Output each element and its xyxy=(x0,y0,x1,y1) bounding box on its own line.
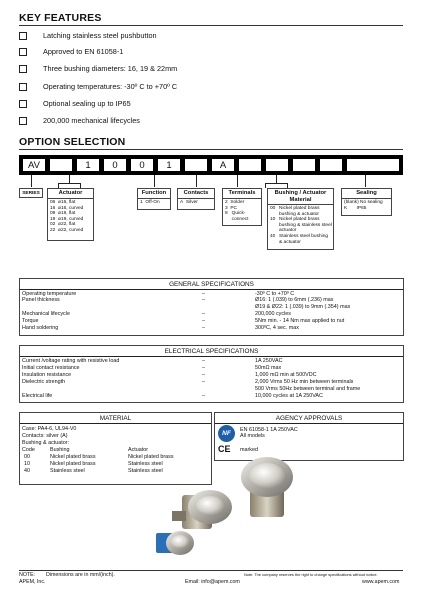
material-title: MATERIAL xyxy=(99,415,132,422)
feature-item: Latching stainless steel pushbutton xyxy=(19,31,157,40)
product-photo xyxy=(150,455,320,565)
code-cell-series: AV xyxy=(22,158,46,172)
checkbox-icon xyxy=(19,117,27,125)
feature-item: 200,000 mechanical lifecycles xyxy=(19,116,140,125)
code-cell: 0 xyxy=(130,158,154,172)
nf-logo: NF xyxy=(218,425,235,442)
footer-note-text: Dimensions are in mm/(inch). xyxy=(46,572,115,578)
checkbox-icon xyxy=(19,32,27,40)
switch-small-icon xyxy=(156,531,194,555)
footer-note-label: NOTE: xyxy=(19,572,36,578)
bushing-material-box: Bushing / Actuator Material 00 Nickel plated brass bushing & actuator 10 Nickel plated brass bushing & stainless steel actuator 40 Stainless steel bushing & actuator xyxy=(267,188,334,250)
code-cell: A xyxy=(211,158,235,172)
electrical-specifications-title: ELECTRICAL SPECIFICATIONS xyxy=(164,348,259,355)
key-features-title: KEY FEATURES xyxy=(19,12,102,24)
sealing-box: Sealing (blank) No sealing K IP65 xyxy=(341,188,392,216)
checkbox-icon xyxy=(19,65,27,73)
footer-email[interactable]: Email: info@apem.com xyxy=(185,579,240,585)
ce-logo: CE xyxy=(218,444,231,454)
footer-rule xyxy=(19,570,403,571)
code-cell xyxy=(238,158,262,172)
footer-note-right: Note: The company reserves the right to change specifications without notice. xyxy=(244,572,378,577)
feature-item: Optional sealing up to IP65 xyxy=(19,99,131,108)
terminals-box: Terminals 2 Solder 3 PC 8 Quick-connect xyxy=(222,188,262,226)
feature-item: Approved to EN 61058-1 xyxy=(19,47,123,56)
feature-item: Three bushing diameters: 16, 19 & 22mm xyxy=(19,64,177,73)
option-selection-title: OPTION SELECTION xyxy=(19,136,126,148)
checkbox-icon xyxy=(19,83,27,91)
code-cell: 1 xyxy=(157,158,181,172)
footer-company: APEM, Inc. xyxy=(19,579,46,585)
checkbox-icon xyxy=(19,48,27,56)
agency-approvals-title: AGENCY APPROVALS xyxy=(275,415,343,422)
function-box: Function 1 Off-On xyxy=(137,188,171,210)
code-cell xyxy=(49,158,73,172)
switch-medium-icon xyxy=(172,490,232,529)
actuator-box: Actuator 06 ø16, flat 16 ø16, curved 09 ø19, flat 19 ø19, curved 02 ø22, flat 22 ø22, curved xyxy=(47,188,94,241)
contacts-box: Contacts A Silver xyxy=(177,188,215,210)
code-cell: 0 xyxy=(103,158,127,172)
checkbox-icon xyxy=(19,100,27,108)
key-features-rule xyxy=(19,25,403,26)
general-specifications-title: GENERAL SPECIFICATIONS xyxy=(169,281,254,288)
code-cell xyxy=(292,158,316,172)
code-cell xyxy=(184,158,208,172)
feature-item: Operating temperatures: -30º C to +70º C xyxy=(19,82,177,91)
series-box: SERIES xyxy=(19,188,43,198)
switch-large-icon xyxy=(241,457,293,517)
option-selection-rule xyxy=(19,149,403,150)
code-cell xyxy=(346,158,400,172)
code-cell xyxy=(265,158,289,172)
code-cell xyxy=(319,158,343,172)
footer-website[interactable]: www.apem.com xyxy=(362,579,400,585)
code-cell: 1 xyxy=(76,158,100,172)
electrical-specifications-box xyxy=(19,345,404,403)
